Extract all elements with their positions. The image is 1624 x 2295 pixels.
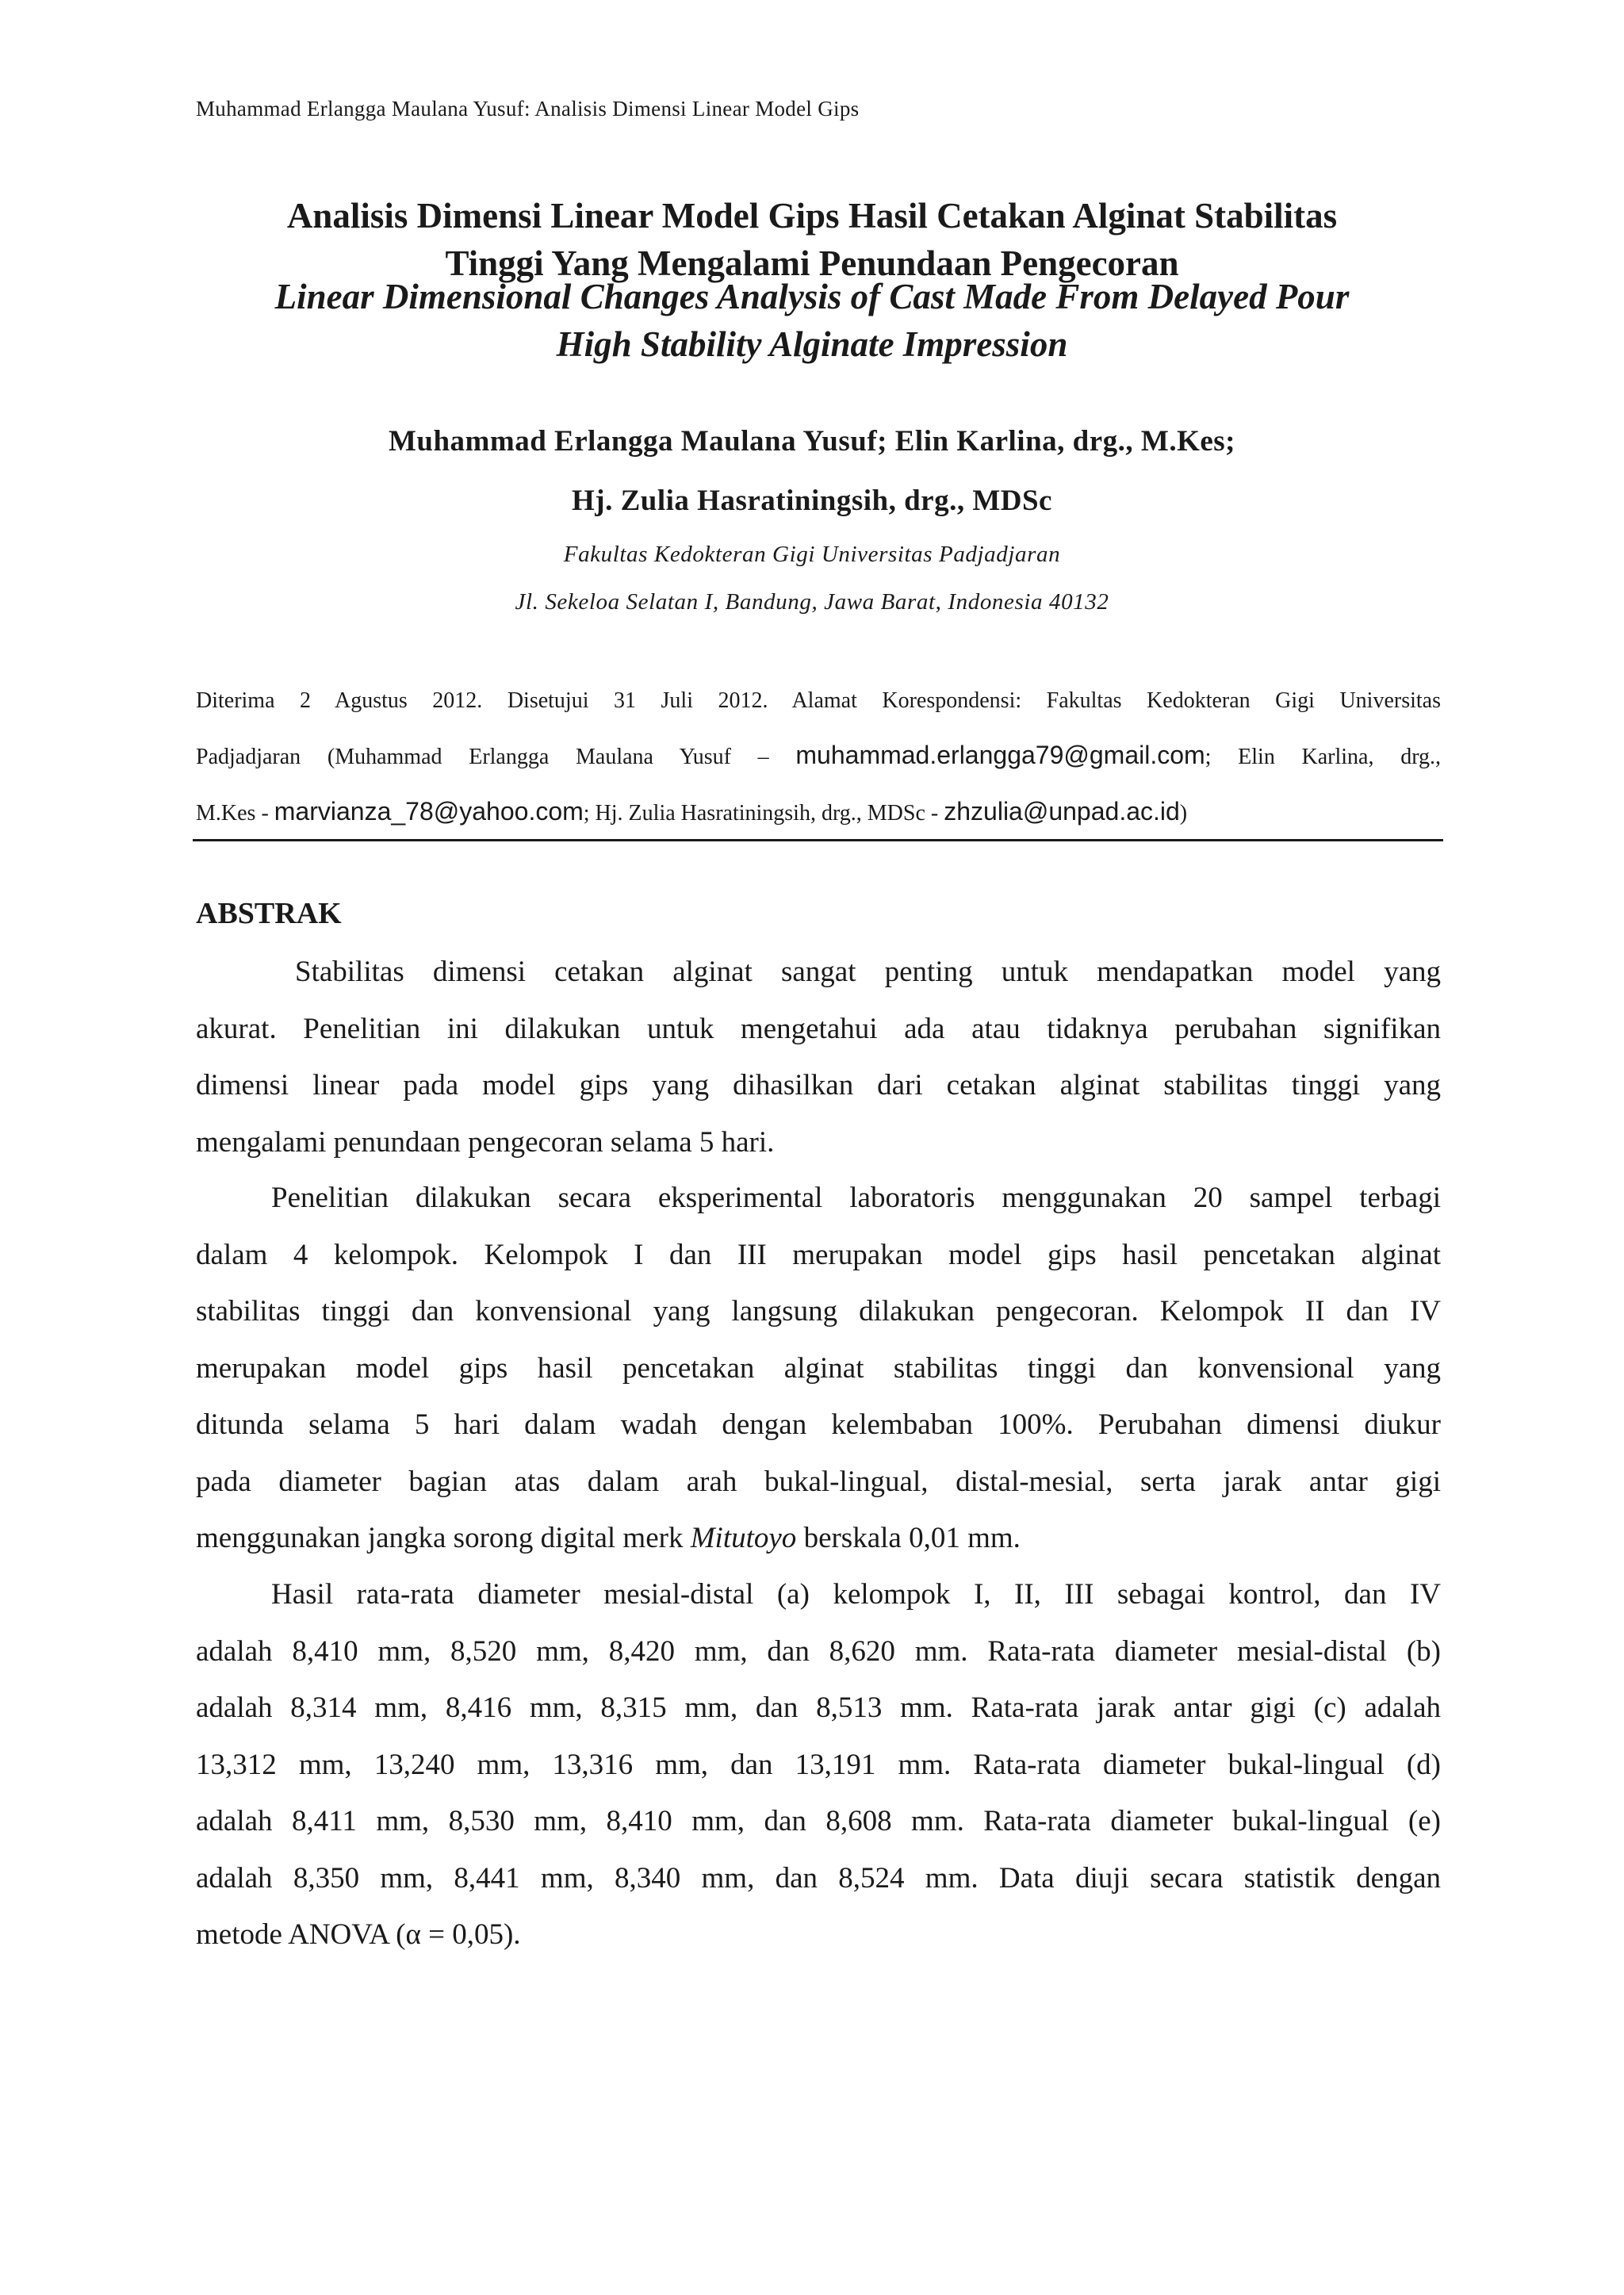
abstract-line: adalah 8,411 mm, 8,530 mm, 8,410 mm, dan 8,608 mm. Rata-rata diameter bukal-lingual (e) (196, 1805, 1441, 1837)
abstract-line: stabilitas tinggi dan konvensional yang langsung dilakukan pengecoran. Kelompok II dan IV (196, 1295, 1441, 1328)
title-en-line-2: High Stability Alginate Impression (556, 324, 1068, 364)
horizontal-rule (193, 839, 1443, 841)
address: Jl. Sekeloa Selatan I, Bandung, Jawa Barat, Indonesia 40132 (515, 589, 1109, 615)
title-id-line-2: Tinggi Yang Mengalami Penundaan Pengecoran (445, 243, 1179, 283)
email-link-2[interactable]: marvianza_78@yahoo.com (274, 797, 584, 826)
abstract-line: pada diameter bagian atas dalam arah bukal-lingual, distal-mesial, serta jarak antar gigi (196, 1465, 1441, 1498)
abstract-line: akurat. Penelitian ini dilakukan untuk mengetahui ada atau tidaknya perubahan signifikan (196, 1012, 1441, 1045)
abstract-text: menggunakan jangka sorong digital merk (196, 1522, 691, 1554)
abstract-paragraph-2 (196, 1170, 1441, 1567)
email-link-1[interactable]: muhammad.erlangga79@gmail.com (795, 741, 1205, 769)
abstract-heading: ABSTRAK (196, 897, 342, 930)
correspondence-text: ; Hj. Zulia Hasratiningsih, drg., MDSc - (583, 801, 939, 826)
correspondence-text: Padjadjaran (Muhammad Erlangga Maulana Yusuf – (196, 745, 769, 769)
email-link-3[interactable]: zhzulia@unpad.ac.id (944, 797, 1180, 826)
authors-line-1: Muhammad Erlangga Maulana Yusuf; Elin Karlina, drg., M.Kes; (388, 425, 1235, 458)
abstract-line: Stabilitas dimensi cetakan alginat sangat penting untuk mendapatkan model yang (295, 956, 1441, 988)
correspondence-line-3 (196, 784, 1441, 841)
abstract-line: ditunda selama 5 hari dalam wadah dengan kelembaban 100%. Perubahan dimensi diukur (196, 1408, 1441, 1441)
abstract-line: adalah 8,350 mm, 8,441 mm, 8,340 mm, dan 8,524 mm. Data diuji secara statistik dengan (196, 1861, 1441, 1895)
title-id-line-1: Analisis Dimensi Linear Model Gips Hasil Cetakan Alginat Stabilitas (286, 196, 1338, 236)
abstract-line: metode ANOVA (α = 0,05). (196, 1918, 521, 1951)
abstract-line: 13,312 mm, 13,240 mm, 13,316 mm, dan 13,191 mm. Rata-rata diameter bukal-lingual (d) (196, 1748, 1441, 1781)
authors-line-2: Hj. Zulia Hasratiningsih, drg., MDSc (572, 485, 1052, 517)
correspondence-line-2 (196, 728, 1441, 784)
abstract-line (196, 1510, 1441, 1567)
abstract-paragraph-1 (196, 944, 1441, 1170)
affiliation: Fakultas Kedokteran Gigi Universitas Padjadjaran (563, 542, 1061, 567)
title-english (143, 273, 1481, 368)
abstract-paragraph-3 (196, 1566, 1441, 1964)
correspondence-line-1: Diterima 2 Agustus 2012. Disetujui 31 Juli 2012. Alamat Korespondensi: Fakultas Kedokteran Gigi Universitas (196, 688, 1441, 713)
correspondence-block (196, 674, 1441, 841)
title-en-line-1: Linear Dimensional Changes Analysis of Cast Made From Delayed Pour (274, 277, 1350, 316)
abstract-line: Hasil rata-rata diameter mesial-distal (a) kelompok I, II, III sebagai kontrol, dan IV (271, 1578, 1441, 1611)
abstract-line: Penelitian dilakukan secara eksperimental laboratoris menggunakan 20 sampel terbagi (271, 1182, 1441, 1214)
running-head: Muhammad Erlangga Maulana Yusuf: Analisis Dimensi Linear Model Gips (196, 97, 860, 121)
correspondence-text: ; Elin Karlina, drg., (1205, 745, 1442, 769)
abstract-line: adalah 8,314 mm, 8,416 mm, 8,315 mm, dan 8,513 mm. Rata-rata jarak antar gigi (c) adalah (196, 1692, 1441, 1724)
abstract-text: berskala 0,01 mm. (796, 1522, 1021, 1554)
correspondence-text: ) (1179, 801, 1188, 826)
abstract-line: dalam 4 kelompok. Kelompok I dan III merupakan model gips hasil pencetakan alginat (196, 1238, 1441, 1271)
abstract-line: dimensi linear pada model gips yang dihasilkan dari cetakan alginat stabilitas tinggi yang (196, 1069, 1441, 1102)
abstract-line: merupakan model gips hasil pencetakan alginat stabilitas tinggi dan konvensional yang (196, 1351, 1441, 1385)
brand-name-italic: Mitutoyo (690, 1522, 797, 1554)
abstract-line: mengalami penundaan pengecoran selama 5 hari. (196, 1125, 775, 1159)
abstract-line: adalah 8,410 mm, 8,520 mm, 8,420 mm, dan 8,620 mm. Rata-rata diameter mesial-distal (b) (196, 1634, 1441, 1668)
correspondence-text: M.Kes - (196, 801, 269, 826)
